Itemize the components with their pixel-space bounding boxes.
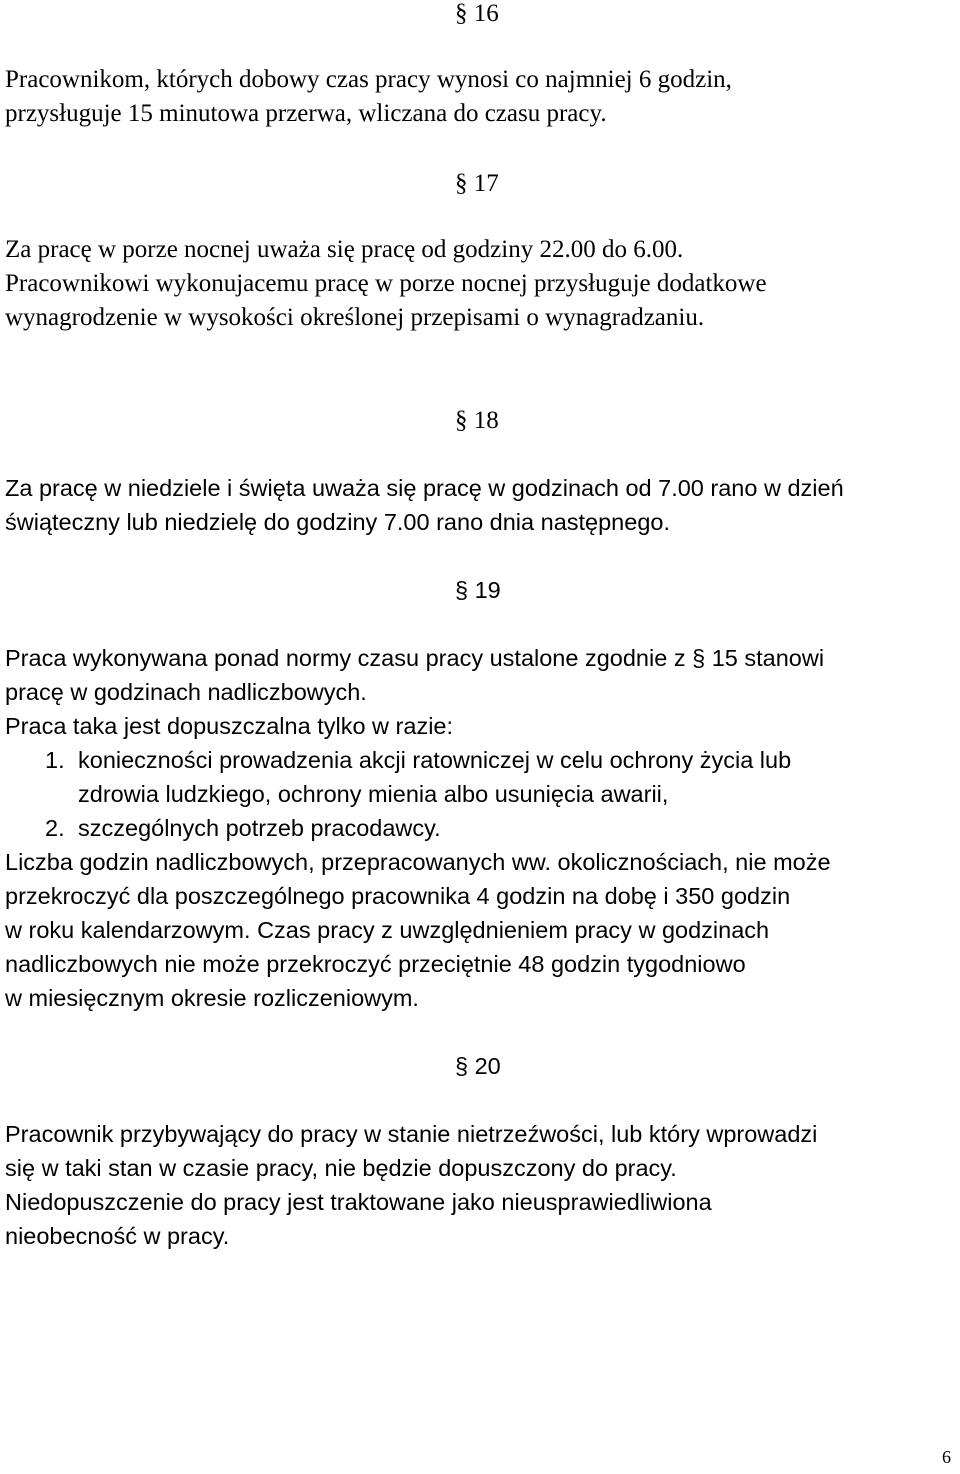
section-16-line-2: przysługuje 15 minutowa przerwa, wliczana do czasu pracy. (5, 100, 607, 127)
section-18-line-2: świąteczny lub niedzielę do godziny 7.00 rano dnia następnego. (5, 509, 670, 535)
section-20-heading: § 20 (455, 1053, 501, 1079)
section-16-body (5, 63, 960, 131)
section-19-outro-line-3: w roku kalendarzowym. Czas pracy z uwzględnieniem pracy w godzinach (5, 917, 770, 943)
list-item (5, 743, 960, 777)
section-19-heading: § 19 (455, 577, 501, 603)
list-item-number: 1. (45, 747, 65, 773)
section-19-outro-line-2: przekroczyć dla poszczególnego pracownika 4 godzin na dobę i 350 godzin (5, 883, 791, 909)
list-item-continuation: zdrowia ludzkiego, ochrony mienia albo usunięcia awarii, (78, 781, 669, 807)
section-19-intro-line-3: Praca taka jest dopuszczalna tylko w razie: (5, 713, 454, 739)
list-item-text: konieczności prowadzenia akcji ratowniczej w celu ochrony życia lub (78, 747, 792, 773)
section-20-line-1: Pracownik przybywający do pracy w stanie nietrzeźwości, lub który wprowadzi (5, 1121, 818, 1147)
section-16-heading: § 16 (455, 0, 499, 27)
section-19-body (5, 641, 960, 1015)
section-20-line-4: nieobecność w pracy. (5, 1223, 230, 1249)
section-18-heading: § 18 (455, 407, 499, 434)
section-17-heading: § 17 (455, 170, 499, 197)
section-20-line-2: się w taki stan w czasie pracy, nie będzie dopuszczony do pracy. (5, 1155, 677, 1181)
section-19-outro-line-1: Liczba godzin nadliczbowych, przepracowanych ww. okolicznościach, nie może (5, 849, 831, 875)
section-18-body (5, 471, 960, 539)
section-18-line-1: Za pracę w niedziele i święta uważa się pracę w godzinach od 7.00 rano w dzień (5, 475, 844, 501)
section-17-body (5, 233, 960, 335)
section-17-line-3: wynagrodzenie w wysokości określonej przepisami o wynagradzaniu. (5, 304, 705, 331)
section-20-body (5, 1117, 960, 1253)
list-item-text: szczególnych potrzeb pracodawcy. (78, 815, 441, 841)
section-16-line-1: Pracownikom, których dobowy czas pracy wynosi co najmniej 6 godzin, (5, 66, 732, 93)
list-item (5, 811, 960, 845)
section-17-line-1: Za pracę w porze nocnej uważa się pracę od godziny 22.00 do 6.00. (5, 236, 684, 263)
section-19-outro-line-5: w miesięcznym okresie rozliczeniowym. (5, 985, 419, 1011)
list-item-number: 2. (45, 815, 65, 841)
section-19-intro-line-2: pracę w godzinach nadliczbowych. (5, 679, 367, 705)
section-19-outro-line-4: nadliczbowych nie może przekroczyć przeciętnie 48 godzin tygodniowo (5, 951, 746, 977)
section-20-line-3: Niedopuszczenie do pracy jest traktowane jako nieusprawiedliwiona (5, 1189, 712, 1215)
section-19-intro-line-1: Praca wykonywana ponad normy czasu pracy ustalone zgodnie z § 15 stanowi (5, 645, 825, 671)
page-number: 6 (942, 1447, 951, 1467)
section-17-line-2: Pracownikowi wykonujacemu pracę w porze nocnej przysługuje dodatkowe (5, 270, 767, 297)
